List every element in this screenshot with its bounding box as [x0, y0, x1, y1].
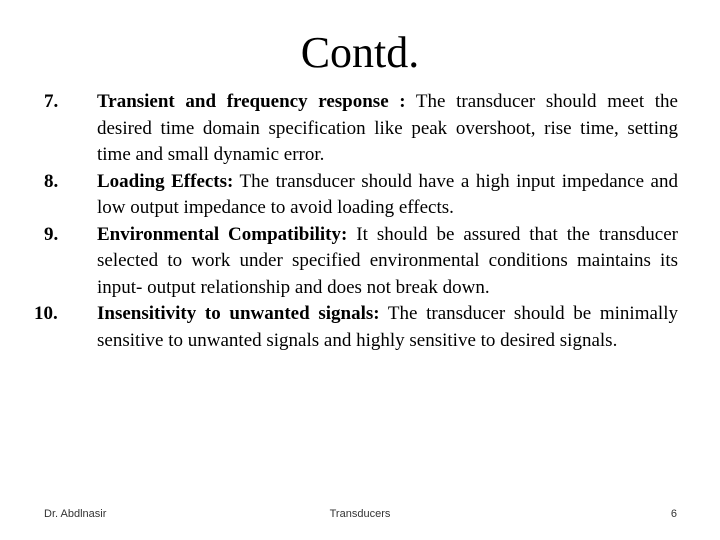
- item-body: [97, 301, 678, 354]
- item-lead: Insensitivity to unwanted signals:: [97, 303, 380, 324]
- item-body: [97, 169, 678, 222]
- item-body: [97, 222, 678, 302]
- list-item: [34, 301, 678, 354]
- item-number: 8.: [44, 170, 59, 192]
- footer-topic: Transducers: [329, 508, 391, 520]
- item-text: The transducer should meet the desired time domain specification like peak overshoot, rise time, setting time and small dynamic error.: [97, 91, 678, 165]
- item-text: The transducer should be minimally sensitive to unwanted signals and highly sensitive to desired signals.: [97, 303, 678, 351]
- item-number: 10.: [34, 303, 58, 324]
- numbered-list: [34, 89, 678, 354]
- item-text: The transducer should have a high input impedance and low output impedance to avoid loading effects.: [97, 170, 678, 218]
- list-item: [44, 89, 678, 169]
- item-lead: Transient and frequency response :: [97, 91, 406, 112]
- footer-page-number: 6: [670, 508, 677, 520]
- item-text: It should be assured that the transducer selected to work under specified environmental conditions maintains its input- output relationship and does not break down.: [97, 223, 678, 298]
- list-item: [44, 222, 678, 302]
- footer-author: Dr. Abdlnasir: [44, 508, 107, 520]
- item-number: 7.: [44, 91, 59, 112]
- item-lead: Environmental Compatibility:: [97, 223, 348, 245]
- item-number: 9.: [44, 223, 59, 245]
- item-lead: Loading Effects:: [97, 170, 234, 192]
- list-item: [44, 169, 678, 222]
- slide-title: Contd.: [300, 28, 420, 77]
- item-body: [97, 89, 678, 169]
